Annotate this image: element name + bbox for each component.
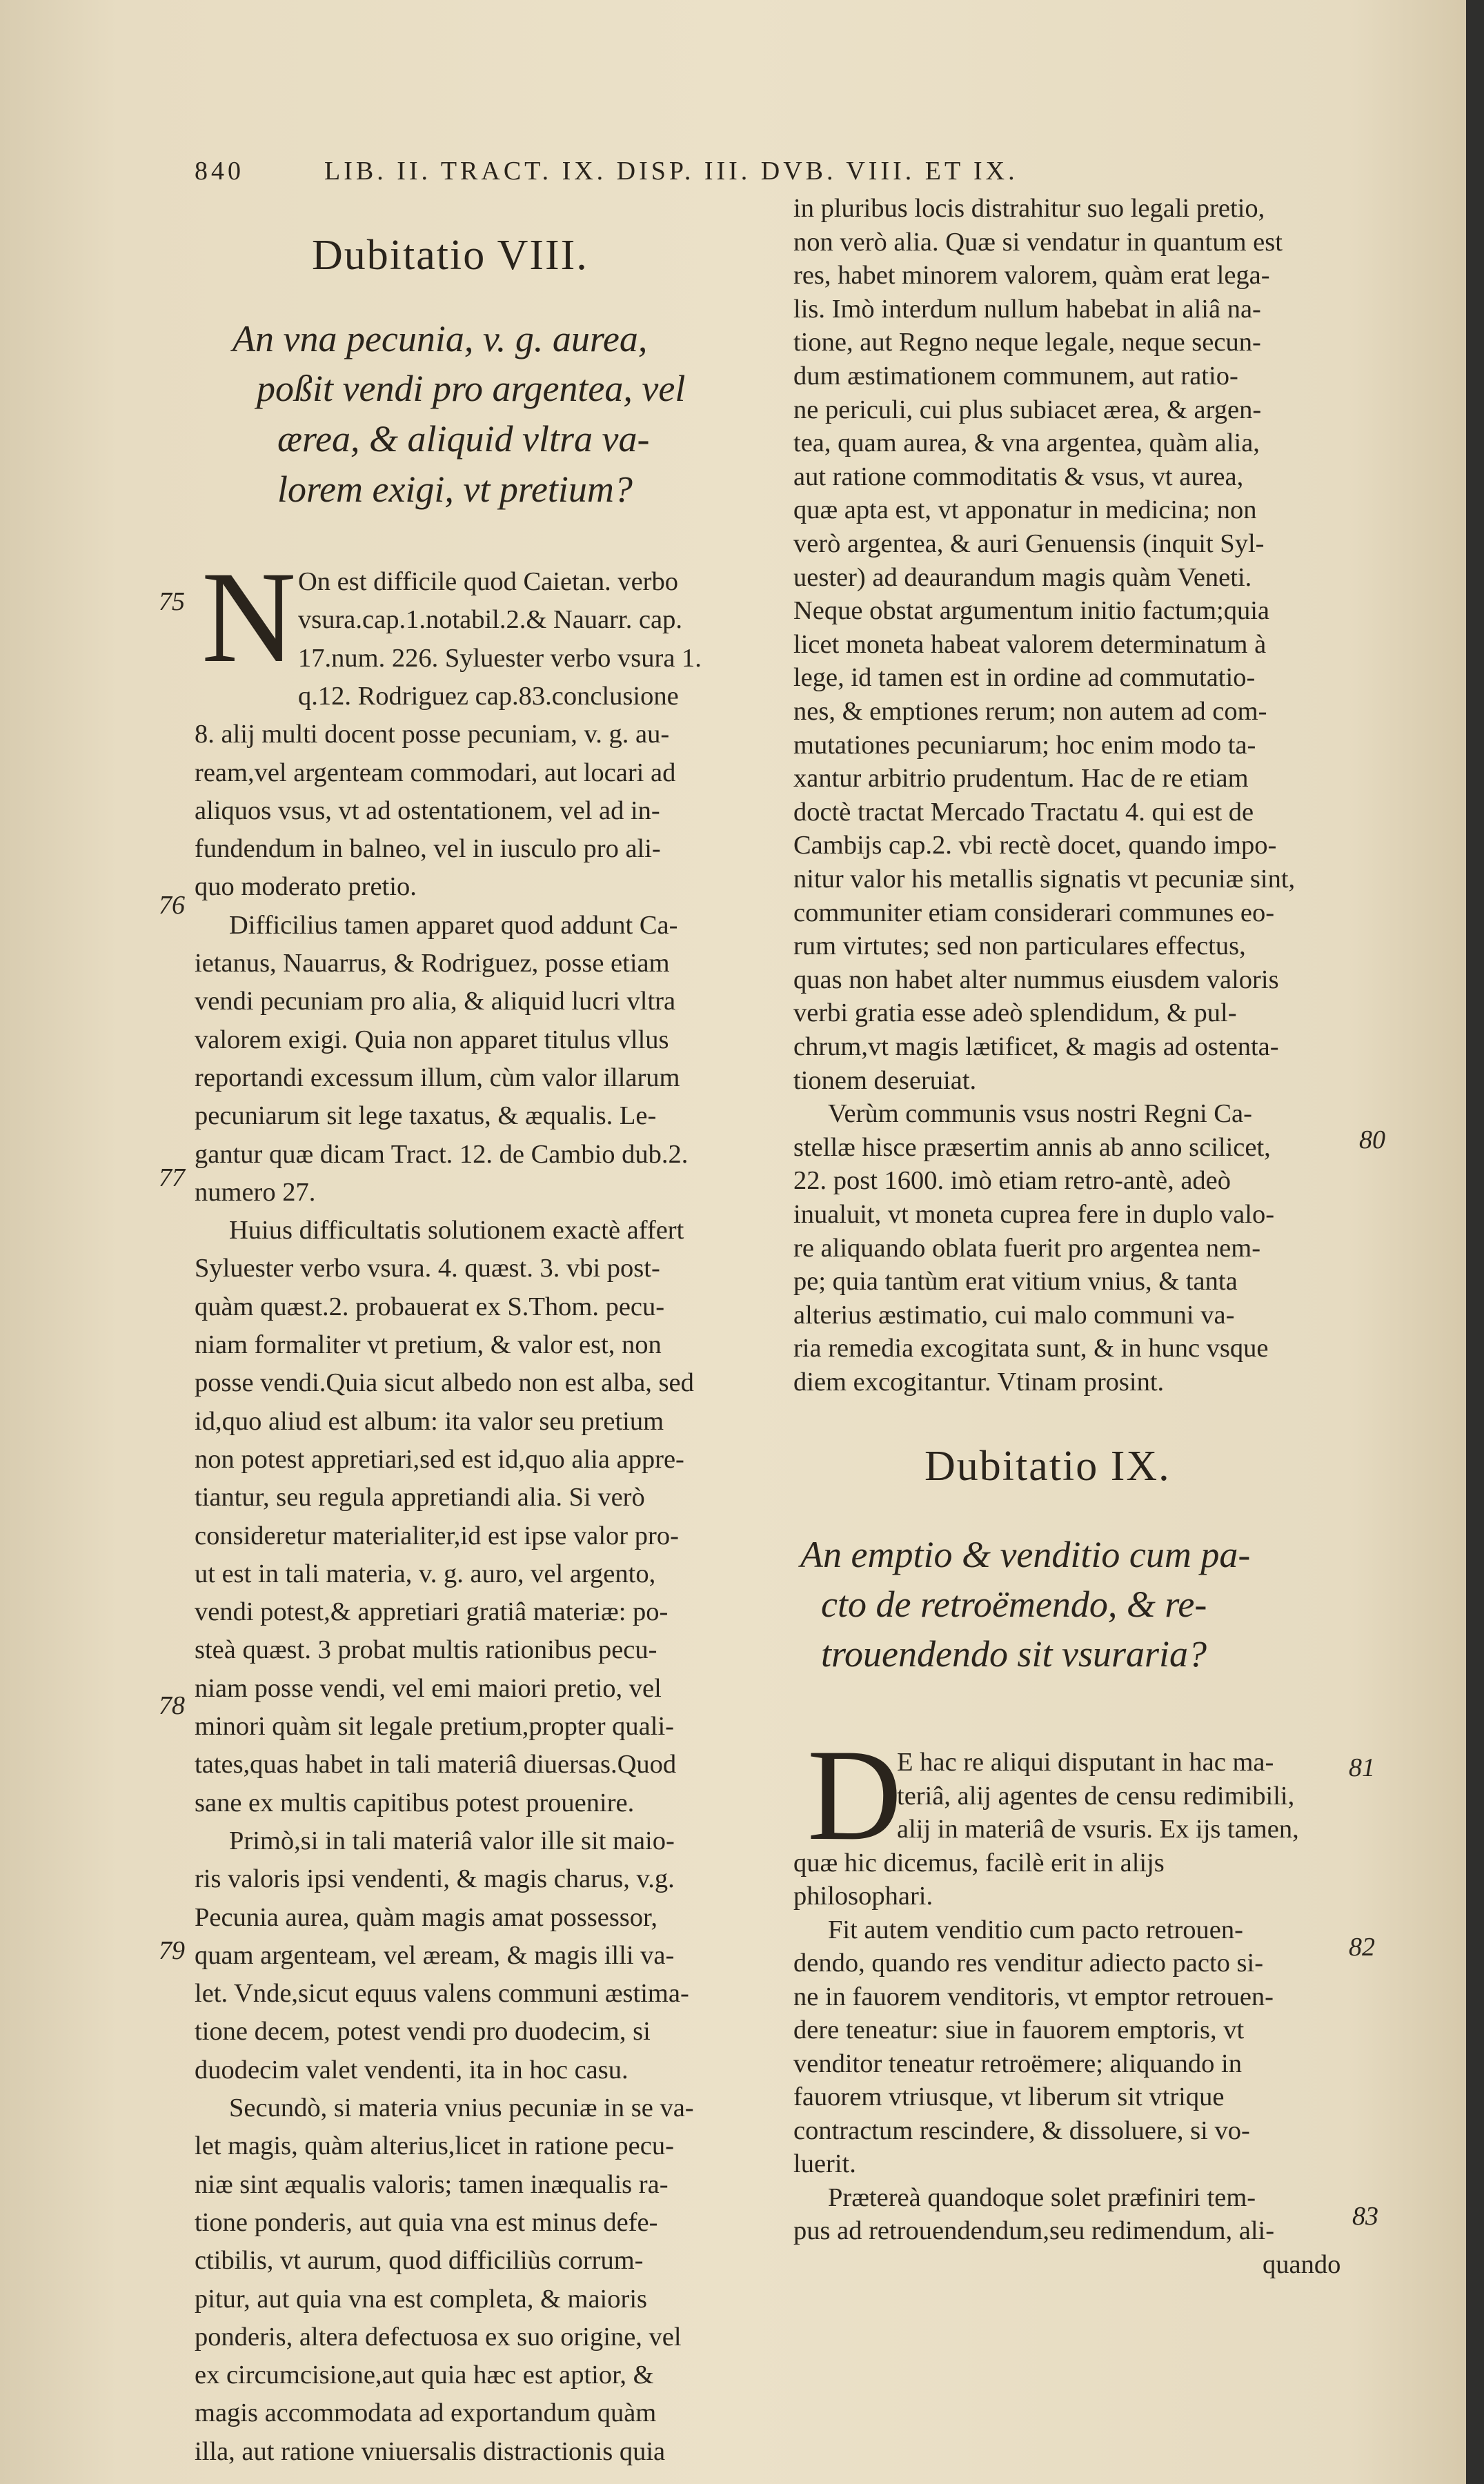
text-line: let. Vnde,sicut equus valens communi æstima- [195,1979,689,2009]
text-line: alij in materiâ de vsuris. Ex ijs tamen, [897,1815,1299,1844]
drop-cap-d: D [807,1723,902,1868]
text-line: q.12. Rodriguez cap.83.conclusione [298,681,679,711]
margin-number: 78 [159,1691,185,1720]
text-line: tione decem, potest vendi pro duodecim, si [195,2017,651,2047]
text-line: vsura.cap.1.notabil.2.& Nauarr. cap. [298,605,682,635]
text-line: verò argentea, & auri Genuensis (inquit Syl- [793,529,1265,558]
text-line: philosophari. [793,1882,933,1911]
text-line: Huius difficultatis solutionem exactè affert [229,1216,684,1245]
text-line: Secundò, si materia vnius pecuniæ in se va- [229,2093,694,2122]
text-line: communiter etiam considerari communes eo- [793,898,1275,927]
text-line: verbi gratia esse adeò splendidum, & pul- [793,998,1237,1028]
text-line: consideretur materialiter,id est ipse valor pro- [195,1521,679,1550]
text-line: quas non habet alter nummus eiusdem valoris [793,965,1279,994]
right-section-title: Dubitatio IX. [924,1443,1171,1490]
text-line: numero 27. [195,1177,316,1207]
text-line: stellæ hisce præsertim annis ab anno scilicet, [793,1132,1271,1162]
text-line: dendo, quando res venditur adiecto pacto si- [793,1949,1264,1978]
text-line: niam posse vendi, vel emi maiori pretio, vel [195,1673,662,1703]
text-line: lis. Imò interdum nullum habebat in aliâ na- [793,294,1261,324]
text-line: quàm quæst.2. probauerat ex S.Thom. pecu- [195,1292,665,1321]
text-line: ietanus, Nauarrus, & Rodriguez, posse etiam [195,949,670,978]
text-line: Verùm communis vsus nostri Regni Ca- [828,1099,1252,1129]
text-line: quæ hic dicemus, facilè erit in alijs [793,1848,1165,1877]
text-line: fauorem vtriusque, vt liberum sit vtrique [793,2082,1225,2111]
margin-number: 76 [159,891,185,920]
right-question-line: cto de retroëmendo, & re- [821,1584,1207,1625]
margin-number: 81 [1349,1753,1375,1782]
text-line: On est difficile quod Caietan. verbo [298,567,678,596]
text-line: 22. post 1600. imò etiam retro-antè, adeò [793,1166,1231,1196]
text-line: niæ sint æqualis valoris; tamen inæqualis ra- [195,2169,669,2199]
text-line: venditor teneatur retroëmere; aliquando in [793,2049,1242,2078]
text-line: Syluester verbo vsura. 4. quæst. 3. vbi post- [195,1254,660,1283]
text-line: ne in fauorem venditoris, vt emptor retrouen- [793,1982,1274,2011]
text-line: dum æstimationem communem, aut ratio- [793,362,1238,391]
margin-number: 83 [1352,2202,1378,2231]
text-line: tione, aut Regno neque legale, neque secun- [793,328,1261,357]
text-line: pus ad retrouendendum,seu redimendum, ali- [793,2216,1275,2245]
text-line: dere teneatur: siue in fauorem emptoris, vt [793,2015,1245,2044]
text-line: 17.num. 226. Syluester verbo vsura 1. [298,643,702,673]
text-line: gantur quæ dicam Tract. 12. de Cambio dub.2. [195,1139,689,1169]
text-line: tates,quas habet in tali materiâ diuersas.Quod [195,1750,677,1780]
text-line: res, habet minorem valorem, quàm erat lega- [793,261,1270,290]
text-line: ut est in tali materia, v. g. auro, vel argento, [195,1559,656,1588]
text-line: illa, aut ratione vniuersalis distractionis quia [195,2436,666,2466]
text-line: steà quæst. 3 probat multis rationibus pecu- [195,1635,657,1665]
left-question-line: ærea, & aliquid vltra va- [277,418,650,460]
text-line: aliquos vsus, vt ad ostentationem, vel ad in- [195,796,660,825]
scan-edge [1466,0,1484,2484]
text-line: let magis, quàm alterius,licet in ratione pecu- [195,2131,674,2161]
text-line: sane ex multis capitibus potest prouenire. [195,1788,635,1817]
text-line: fundendum in balneo, vel in iusculo pro ali- [195,834,661,864]
text-line: uester) ad deaurandum magis quàm Veneti. [793,562,1252,592]
text-line: xantur arbitrio prudentum. Hac de re etiam [793,764,1249,793]
text-line: tiantur, seu regula appretiandi alia. Si verò [195,1483,645,1512]
text-line: aut ratione commoditatis & vsus, vt aurea, [793,462,1244,491]
text-line: diem excogitantur. Vtinam prosint. [793,1368,1165,1397]
text-line: Cambijs cap.2. vbi rectè docet, quando impo- [793,831,1277,860]
running-head: LIB. II. TRACT. IX. DISP. III. DVB. VIII. ET IX. [324,157,1018,186]
left-question-line: poßit vendi pro argentea, vel [257,368,686,409]
text-line: Prætereà quandoque solet præfiniri tem- [828,2182,1256,2212]
left-question-line: An vna pecunia, v. g. aurea, [233,318,648,359]
text-line: duodecim valet vendenti, ita in hoc casu. [195,2055,629,2084]
text-line: id,quo aliud est album: ita valor seu pretium [195,1406,664,1436]
text-line: in pluribus locis distrahitur suo legali pretio, [793,194,1265,223]
text-line: lege, id tamen est in ordine ad commutatio- [793,663,1256,693]
text-line: valorem exigi. Quia non apparet titulus vllus [195,1025,669,1054]
text-line: pe; quia tantùm erat vitium vnius, & tanta [793,1267,1238,1297]
text-line: tea, quam aurea, & vna argentea, quàm alia, [793,428,1260,458]
left-question-line: lorem exigi, vt pretium? [277,469,633,510]
text-line: mutationes pecuniarum; hoc enim modo ta- [793,730,1256,760]
text-line: pitur, aut quia vna est completa, & maioris [195,2284,648,2314]
left-section-title: Dubitatio VIII. [312,232,588,279]
text-line: alterius æstimatio, cui malo communi va- [793,1300,1235,1330]
text-line: vendi potest,& appretiari gratiâ materiæ: po- [195,1597,669,1627]
text-line: quæ apta est, vt apponatur in medicina; non [793,495,1257,525]
text-line: magis accommodata ad exportandum quàm [195,2398,657,2428]
text-line: nitur valor his metallis signatis vt pecuniæ sint, [793,865,1296,894]
text-line: quando [1263,2249,1341,2279]
text-line: ris valoris ipsi vendenti, & magis charus, v.g. [195,1864,675,1894]
text-line: ream,vel argenteam commodari, aut locari ad [195,758,676,787]
text-line: pecuniarum sit lege taxatus, & æqualis. Le- [195,1101,657,1131]
text-line: licet moneta habeat valorem determinatum à [793,629,1267,659]
text-line: ex circumcisione,aut quia hæc est aptior, & [195,2360,654,2390]
text-line: E hac re aliqui disputant in hac ma- [897,1748,1274,1777]
text-line: minori quàm sit legale pretium,propter quali- [195,1712,674,1741]
text-line: non verò alia. Quæ si vendatur in quantum est [793,227,1283,257]
text-line: quo moderato pretio. [195,872,417,902]
text-line: ponderis, altera defectuosa ex suo origine, vel [195,2322,682,2352]
margin-number: 77 [159,1163,185,1192]
text-line: ctibilis, vt aurum, quod difficiliùs corrum- [195,2246,644,2276]
text-line: Fit autem venditio cum pacto retrouen- [828,1915,1243,1944]
text-line: contractum rescindere, & dissoluere, si vo- [793,2116,1250,2145]
text-line: 8. alij multi docent posse pecuniam, v. g. au- [195,720,670,749]
margin-number: 79 [159,1936,185,1965]
page-number: 840 [195,157,244,186]
text-line: ne periculi, cui plus subiacet ærea, & argen- [793,395,1262,424]
text-line: doctè tractat Mercado Tractatu 4. qui est de [793,797,1254,827]
text-line: tionem deseruiat. [793,1065,977,1095]
text-line: Difficilius tamen apparet quod addunt Ca- [229,910,678,940]
text-line: ria remedia excogitata sunt, & in hunc vsque [793,1334,1269,1363]
right-question-line: trouendendo sit vsuraria? [821,1633,1207,1675]
text-line: tione ponderis, aut quia vna est minus defe- [195,2207,658,2237]
drop-cap-n: N [201,545,297,690]
text-line: quam argenteam, vel æream, & magis illi va- [195,1940,675,1970]
text-line: chrum,vt magis lætificet, & magis ad ostenta- [793,1032,1279,1061]
margin-number: 75 [159,587,185,616]
text-line: non potest appretiari,sed est id,quo alia appre- [195,1444,684,1474]
text-line: niam formaliter vt pretium, & valor est, non [195,1330,662,1359]
margin-number: 80 [1359,1125,1385,1154]
text-line: teriâ, alij agentes de censu redimibili, [897,1781,1295,1811]
margin-number: 82 [1349,1933,1375,1962]
right-question-line: An emptio & venditio cum pa- [800,1534,1251,1575]
text-line: Neque obstat argumentum initio factum;quia [793,596,1269,626]
text-line: luerit. [793,2149,856,2178]
text-line: re aliquando oblata fuerit pro argentea nem- [793,1233,1261,1263]
text-line: vendi pecuniam pro alia, & aliquid lucri vltra [195,987,676,1016]
text-line: Pecunia aurea, quàm magis amat possessor, [195,1902,657,1932]
text-line: Primò,si in tali materiâ valor ille sit maio- [229,1826,675,1855]
text-line: inualuit, vt moneta cuprea fere in duplo valo- [793,1200,1275,1229]
text-line: nes, & emptiones rerum; non autem ad com- [793,697,1267,726]
text-line: reportandi excessum illum, cùm valor illarum [195,1063,680,1092]
text-line: rum virtutes; sed non particulares effectus, [793,931,1246,961]
text-line: posse vendi.Quia sicut albedo non est alba, sed [195,1368,694,1398]
